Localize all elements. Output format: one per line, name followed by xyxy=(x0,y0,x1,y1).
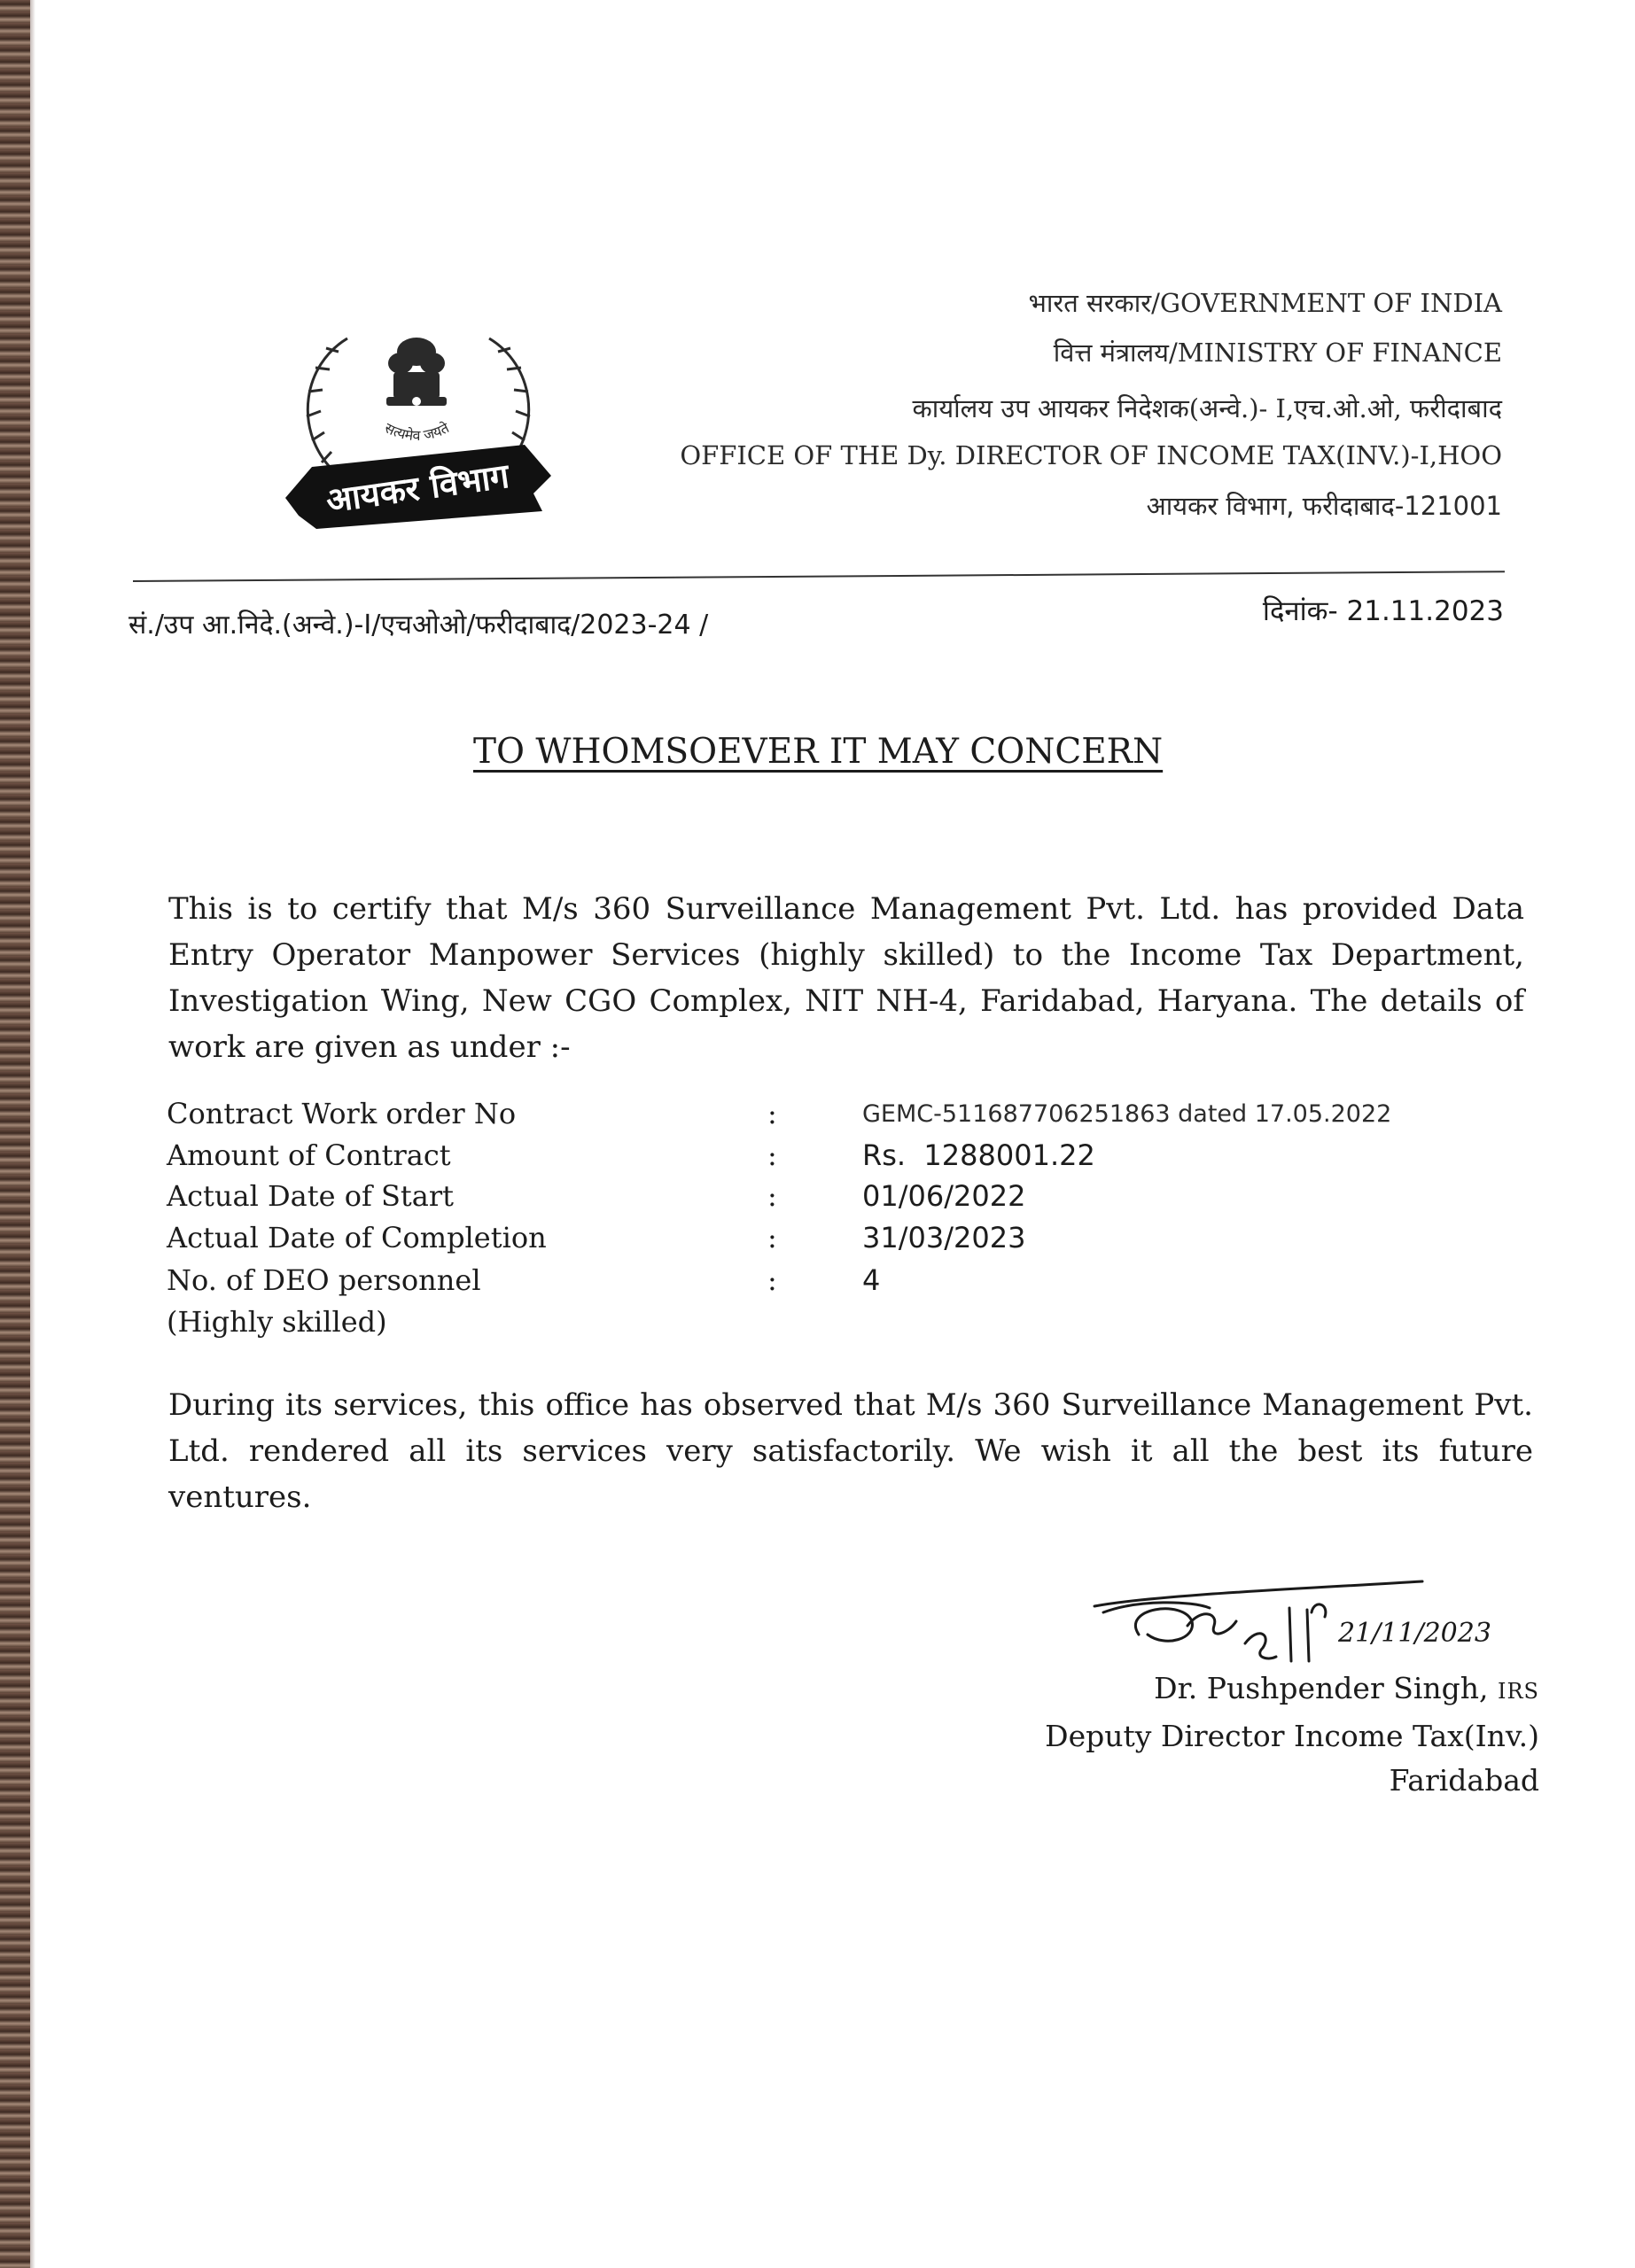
letter-title: TO WHOMSOEVER IT MAY CONCERN xyxy=(473,732,1164,772)
reference-number: सं./उप आ.निदे.(अन्वे.)-I/एचओओ/फरीदाबाद/2023-24 / xyxy=(128,610,709,641)
detail-label: (Highly skilled) xyxy=(167,1305,387,1339)
detail-label: Actual Date of Start xyxy=(167,1179,454,1213)
detail-value: 4 xyxy=(862,1263,881,1297)
detail-label: Actual Date of Completion xyxy=(167,1221,547,1254)
signature-date: 21/11/2023 xyxy=(1338,1618,1491,1649)
detail-value: 31/03/2023 xyxy=(862,1221,1026,1254)
detail-colon: : xyxy=(767,1179,777,1213)
binder-edge xyxy=(0,0,30,2268)
emblem-motto: सत्यमेव जयते xyxy=(382,419,452,445)
binder-shadow xyxy=(30,0,35,2268)
emblem-ribbon-text: आयकर विभाग xyxy=(323,455,512,521)
signatory-place: Faridabad xyxy=(1389,1763,1539,1798)
signatory-designation: Deputy Director Income Tax(Inv.) xyxy=(1045,1719,1539,1753)
detail-colon: : xyxy=(767,1138,777,1172)
detail-colon: : xyxy=(767,1263,777,1297)
letter-date: दिनांक- 21.11.2023 xyxy=(1262,595,1504,627)
detail-value: 01/06/2022 xyxy=(862,1179,1026,1213)
detail-label: Amount of Contract xyxy=(167,1138,451,1172)
header-government: भारत सरकार/GOVERNMENT OF INDIA xyxy=(1028,288,1502,318)
detail-colon: : xyxy=(767,1097,777,1130)
income-tax-emblem xyxy=(276,312,558,533)
header-department: आयकर विभाग, फरीदाबाद-121001 xyxy=(1146,491,1502,521)
emblem-graphic xyxy=(276,312,558,533)
signatory-service: IRS xyxy=(1498,1679,1539,1704)
header-office-english: OFFICE OF THE Dy. DIRECTOR OF INCOME TAX(INV.)-I,HOO xyxy=(680,440,1502,470)
detail-value: Rs. 1288001.22 xyxy=(862,1138,1095,1172)
signatory-name-text: Dr. Pushpender Singh, xyxy=(1154,1671,1489,1705)
signatory-name xyxy=(1154,1671,1539,1705)
detail-label: Contract Work order No xyxy=(167,1097,517,1130)
header-divider xyxy=(133,571,1505,582)
header-office-hindi: कार्यालय उप आयकर निदेशक(अन्वे.)- I,एच.ओ.ओ, फरीदाबाद xyxy=(912,393,1502,423)
detail-label: No. of DEO personnel xyxy=(167,1263,481,1297)
header-ministry: वित्त मंत्रालय/MINISTRY OF FINANCE xyxy=(1053,338,1502,368)
detail-colon: : xyxy=(767,1221,777,1254)
closing-paragraph: During its services, this office has observed that M/s 360 Surveillance Management Pvt. Ltd. rendered all its services very satisfactorily. We wish it all the best its future ventures. xyxy=(168,1387,1533,1515)
intro-paragraph: This is to certify that M/s 360 Surveillance Management Pvt. Ltd. has provided Data Entry Operator Manpower Services (highly skilled) to the Income Tax Department, Investigation Wing, New CGO Complex, NIT NH-4, Faridabad, Haryana. The details of work are given as under :- xyxy=(168,891,1524,1065)
detail-value: GEMC-511687706251863 dated 17.05.2022 xyxy=(862,1100,1392,1128)
